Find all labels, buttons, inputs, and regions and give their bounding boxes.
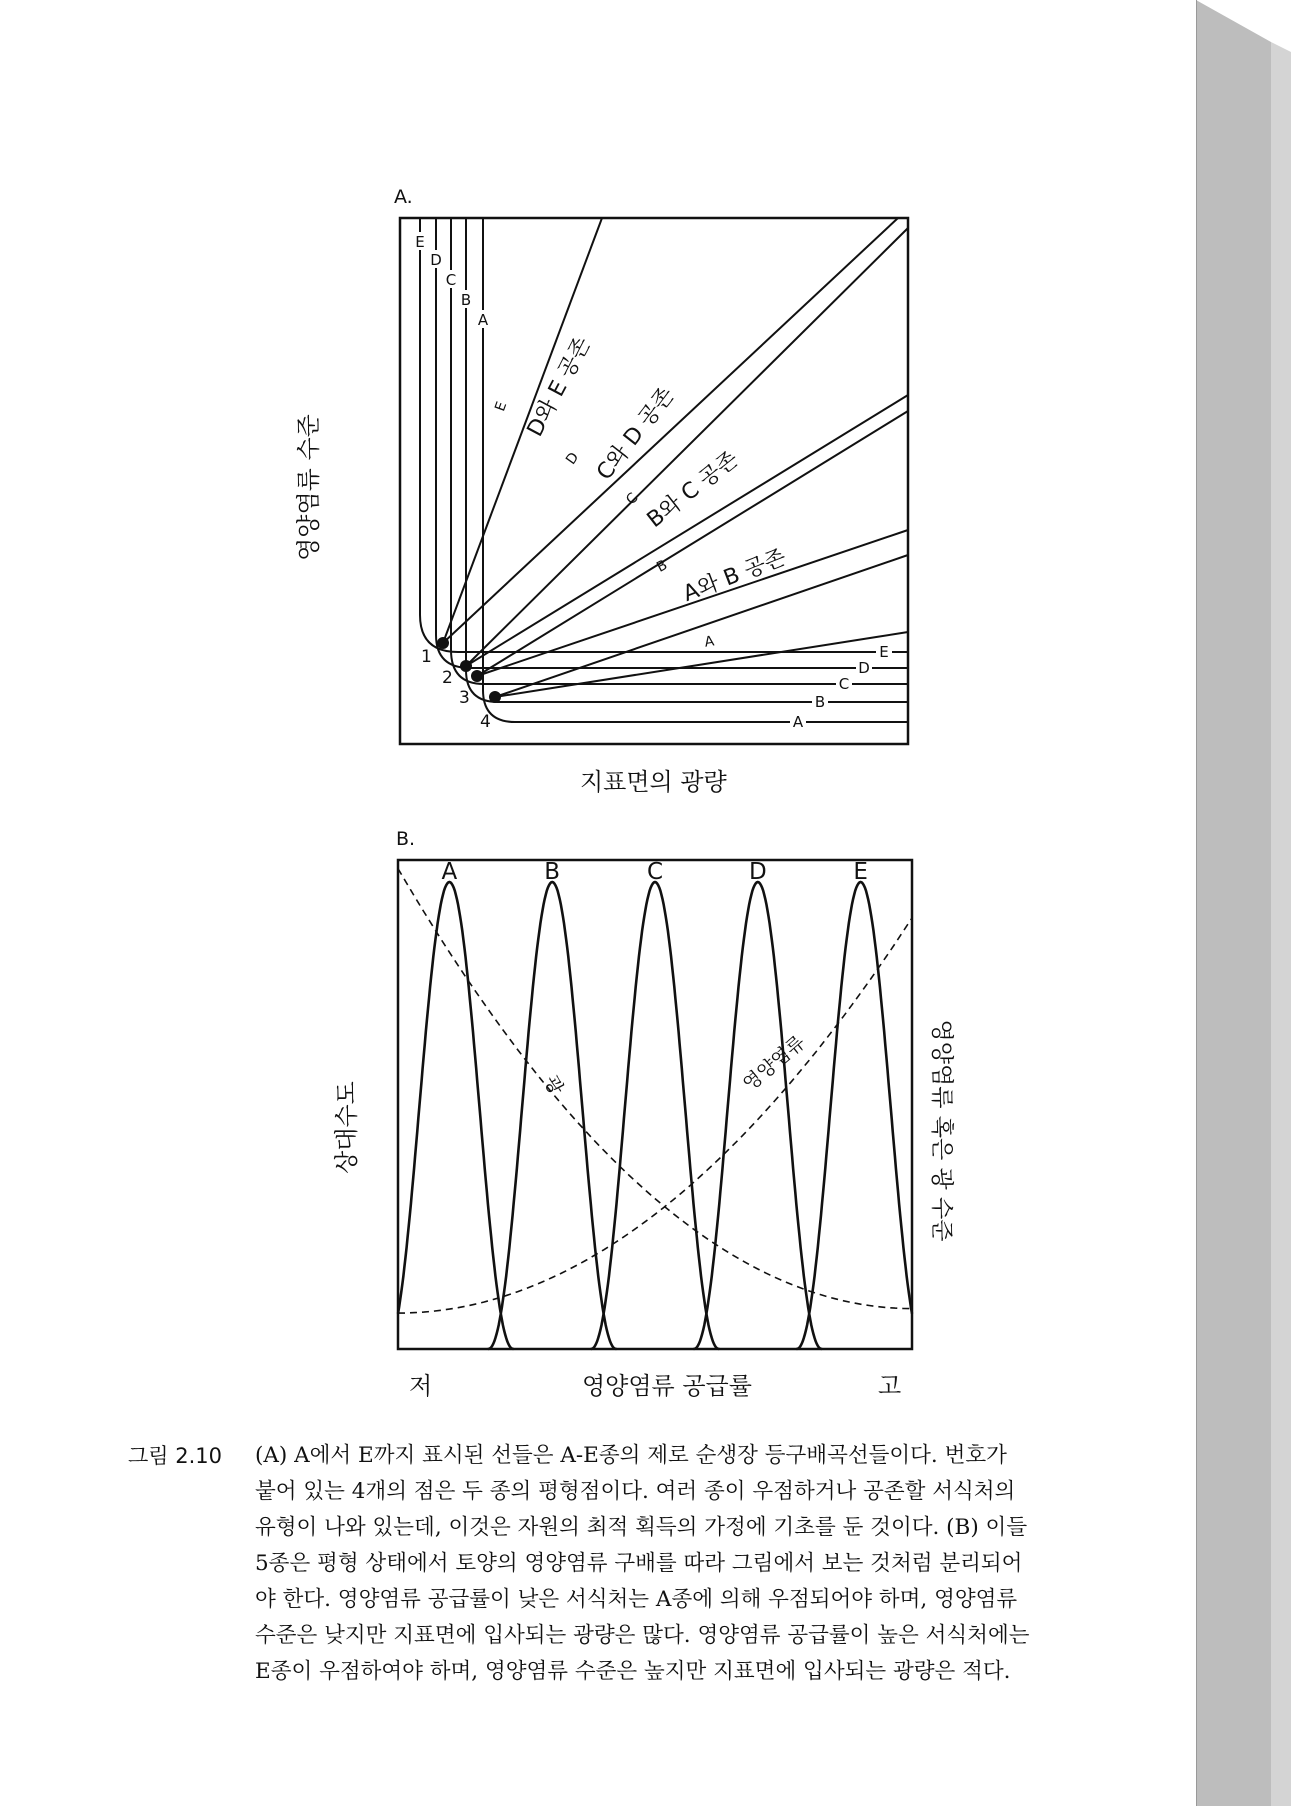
ray-label-e: E: [492, 399, 511, 414]
x-low-label: 저: [409, 1372, 433, 1400]
coexist-cd: C와 D 공존: [592, 382, 680, 486]
caption-line-7: E종이 우점하여야 하며, 영양염류 수준은 높지만 지표면에 입사되는 광량은 적다.: [255, 1659, 1011, 1684]
caption-line-1: (A) A에서 E까지 표시된 선들은 A-E종의 제로 순생장 등구배곡선들이다. 번호가: [255, 1443, 1007, 1468]
isocline-label-e-top: E: [415, 233, 425, 251]
ray-label-c: C: [623, 489, 642, 509]
eq-label-3: 3: [459, 688, 470, 708]
abundance-curve-d: [694, 882, 823, 1349]
caption-line-5: 야 한다. 영양염류 공급률이 낮은 서식처는 A종에 의해 우점되어야 하며, 영양염류: [255, 1587, 1018, 1612]
gradient-label-nutrient: 영양염류: [738, 1031, 810, 1096]
fig-a-x-axis-label: 지표면의 광량: [580, 768, 727, 796]
ray-label-a: A: [703, 633, 716, 651]
isocline-label-d-right: D: [858, 659, 870, 677]
abundance-curve-a: [398, 882, 514, 1349]
coexist-de: D와 E 공존: [522, 333, 596, 441]
isocline-label-b-top: B: [460, 291, 472, 309]
caption-line-3: 유형이 나와 있는데, 이것은 자원의 최적 획득의 가정에 기초를 둔 것이다. (B) 이들: [255, 1515, 1028, 1540]
caption-line-2: 붙어 있는 4개의 점은 두 종의 평형점이다. 여러 종이 우점하거나 공존할 서식처의: [255, 1479, 1016, 1504]
panel-a-label: A.: [394, 186, 413, 208]
isocline-label-b-right: B: [814, 693, 826, 711]
gradient-label-light: 광: [539, 1071, 568, 1099]
abundance-curve-c: [591, 882, 720, 1349]
abundance-curve-b: [488, 882, 617, 1349]
fig-b-frame: [398, 860, 912, 1349]
isocline-label-d-top: D: [430, 251, 442, 269]
coexist-bc: B와 C 공존: [642, 446, 744, 534]
caption-line-4: 5종은 평형 상태에서 토양의 영양염류 구배를 따라 그림에서 보는 것처럼 분리되어: [255, 1551, 1023, 1576]
isocline-label-e-right: E: [879, 643, 889, 661]
figure-number: 그림 2.10: [128, 1444, 223, 1468]
fig-b-y-axis-label: 상대수도: [332, 1081, 361, 1174]
coexist-ab: A와 B 공존: [679, 544, 790, 607]
isocline-label-c-right: C: [838, 675, 850, 693]
fig-b-x-axis-label: 영양염류 공급률: [582, 1372, 752, 1400]
x-high-label: 고: [878, 1372, 902, 1400]
eq-label-2: 2: [442, 668, 453, 688]
ray-label-b: B: [654, 557, 671, 576]
curve-label-e: E: [853, 859, 868, 885]
abundance-curve-e: [796, 882, 912, 1349]
caption-line-6: 수준은 낮지만 지표면에 입사되는 광량은 많다. 영양염류 공급률이 높은 서식처에는: [255, 1623, 1030, 1648]
curve-label-b: B: [544, 859, 561, 885]
isocline-label-c-top: C: [445, 271, 457, 289]
curve-label-d: D: [748, 859, 767, 885]
curve-label-c: C: [646, 859, 664, 885]
ray-label-d: D: [563, 449, 583, 468]
fig-b-right-axis-label: 영양염류 혹은 광 수준: [928, 1019, 955, 1242]
eq-label-1: 1: [421, 647, 432, 667]
gradient-curve-nutrient: [398, 918, 912, 1313]
curve-label-a: A: [441, 859, 458, 885]
eq-label-4: 4: [480, 712, 491, 732]
isocline-label-a-top: A: [477, 311, 489, 329]
isocline-label-a-right: A: [792, 713, 804, 731]
fig-a-y-axis-label: 영양염류 수준: [294, 414, 323, 561]
gradient-curve-light: [398, 869, 912, 1309]
panel-b-label: B.: [396, 828, 416, 850]
